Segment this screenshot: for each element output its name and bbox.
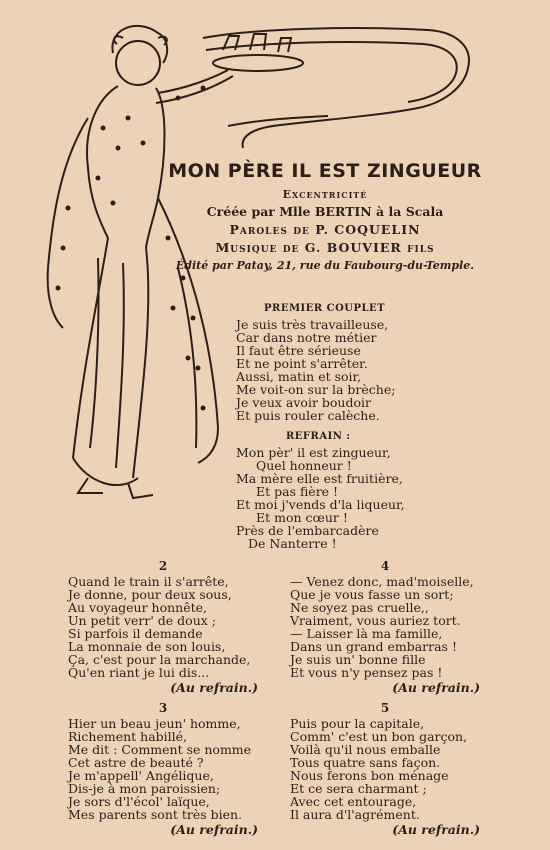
refrain-line: Mon pèr' il est zingueur,	[236, 445, 391, 460]
refrain-marker: (Au refrain.)	[392, 822, 480, 837]
composer-line: Musique de G. BOUVIER fils	[215, 240, 435, 255]
verse-line: Quand le train il s'arrête,	[68, 574, 229, 589]
verse-line: Et puis rouler calèche.	[236, 408, 380, 423]
verse-line: Ne soyez pas cruelle,,	[290, 600, 429, 615]
verse-line: Il aura d'l'agrément.	[290, 807, 420, 822]
refrain-line: Ma mère elle est fruitière,	[236, 471, 403, 486]
verse-line: Que je vous fasse un sort;	[290, 587, 454, 602]
verse-line: Avec cet entourage,	[290, 794, 417, 809]
verse-line: Qu'en riant je lui dis...	[68, 665, 210, 680]
verse-line: — Laisser là ma famille,	[290, 626, 443, 641]
refrain-line: Et pas fière !	[256, 484, 339, 499]
verse-line: Et ne point s'arrêter.	[236, 356, 368, 371]
verse-line: Dis-je à mon paroissien;	[68, 781, 221, 796]
verse-line: Tous quatre sans façon.	[290, 755, 441, 770]
couplet-4	[290, 560, 480, 694]
verse-line: Je suis un' bonne fille	[290, 652, 426, 667]
verse-line: Cet astre de beauté ?	[68, 755, 204, 770]
refrain-marker: (Au refrain.)	[170, 822, 258, 837]
refrain-line: Quel honneur !	[256, 458, 352, 473]
lyricist-line: Paroles de P. COQUELIN	[229, 222, 421, 237]
verse-line: Et vous n'y pensez pas !	[290, 665, 443, 680]
creator-line: Créée par Mlle BERTIN à la Scala	[206, 204, 444, 219]
verse-line: Je m'appell' Angélique,	[68, 768, 214, 783]
verse-line: Un petit verr' de doux ;	[68, 613, 216, 628]
verse-line: Hier un beau jeun' homme,	[68, 716, 241, 731]
verse-line: Mes parents sont très bien.	[68, 807, 243, 822]
song-header	[160, 160, 490, 272]
verse-line: Je sors d'l'écol' laïque,	[68, 794, 210, 809]
couplet-heading: PREMIER COUPLET	[264, 303, 386, 314]
verse-line: Puis pour la capitale,	[290, 716, 425, 731]
verse-line: Me dit : Comment se nomme	[68, 742, 252, 757]
verse-line: Me voit-on sur la brèche;	[236, 382, 396, 397]
verse-line: Au voyageur honnête,	[68, 600, 208, 615]
refrain-marker: (Au refrain.)	[170, 680, 258, 695]
couplet-number: 4	[380, 559, 390, 573]
couplet-5	[290, 702, 480, 836]
verse-line: Je suis très travailleuse,	[236, 317, 389, 332]
refrain-heading: REFRAIN :	[286, 431, 351, 442]
refrain-line: De Nanterre !	[248, 536, 337, 551]
publisher-line: Édité par Patay, 21, rue du Faubourg-du-Temple.	[175, 259, 475, 272]
couplet-3	[68, 702, 258, 836]
verse-line: Voilà qu'il nous emballe	[290, 742, 441, 757]
verse-line: Il faut être sérieuse	[236, 343, 361, 358]
verse-line: Aussi, matin et soir,	[236, 369, 362, 384]
refrain-line: Près de l'embarcadère	[236, 523, 379, 538]
couplet-number: 5	[380, 701, 390, 715]
verse-line: Car dans notre métier	[236, 330, 377, 345]
verse-line: Et ce sera charmant ;	[290, 781, 427, 796]
refrain-line: Et mon cœur !	[256, 510, 348, 525]
verse-line: Richement habillé,	[68, 729, 188, 744]
refrain-block	[236, 430, 405, 550]
verse-line: Je veux avoir boudoir	[236, 395, 371, 410]
verse-line: — Venez donc, mad'moiselle,	[290, 574, 474, 589]
verse-line: Vraiment, vous auriez tort.	[290, 613, 461, 628]
verse-line: La monnaie de son louis,	[68, 639, 226, 654]
refrain-marker: (Au refrain.)	[392, 680, 480, 695]
verse-line: Comm' c'est un bon garçon,	[290, 729, 468, 744]
verse-line: Ça, c'est pour la marchande,	[68, 652, 251, 667]
first-couplet	[236, 302, 395, 422]
song-genre: Excentricité	[282, 188, 368, 201]
verse-line: Nous ferons bon ménage	[290, 768, 449, 783]
refrain-line: Et moi j'vends d'la liqueur,	[236, 497, 405, 512]
song-title: MON PÈRE IL EST ZINGUEUR	[168, 160, 482, 182]
couplet-number: 2	[158, 559, 168, 573]
couplet-2	[68, 560, 258, 694]
verse-line: Je donne, pour deux sous,	[68, 587, 232, 602]
couplet-number: 3	[158, 701, 168, 715]
verse-line: Dans un grand embarras !	[290, 639, 457, 654]
verse-line: Si parfois il demande	[68, 626, 203, 641]
